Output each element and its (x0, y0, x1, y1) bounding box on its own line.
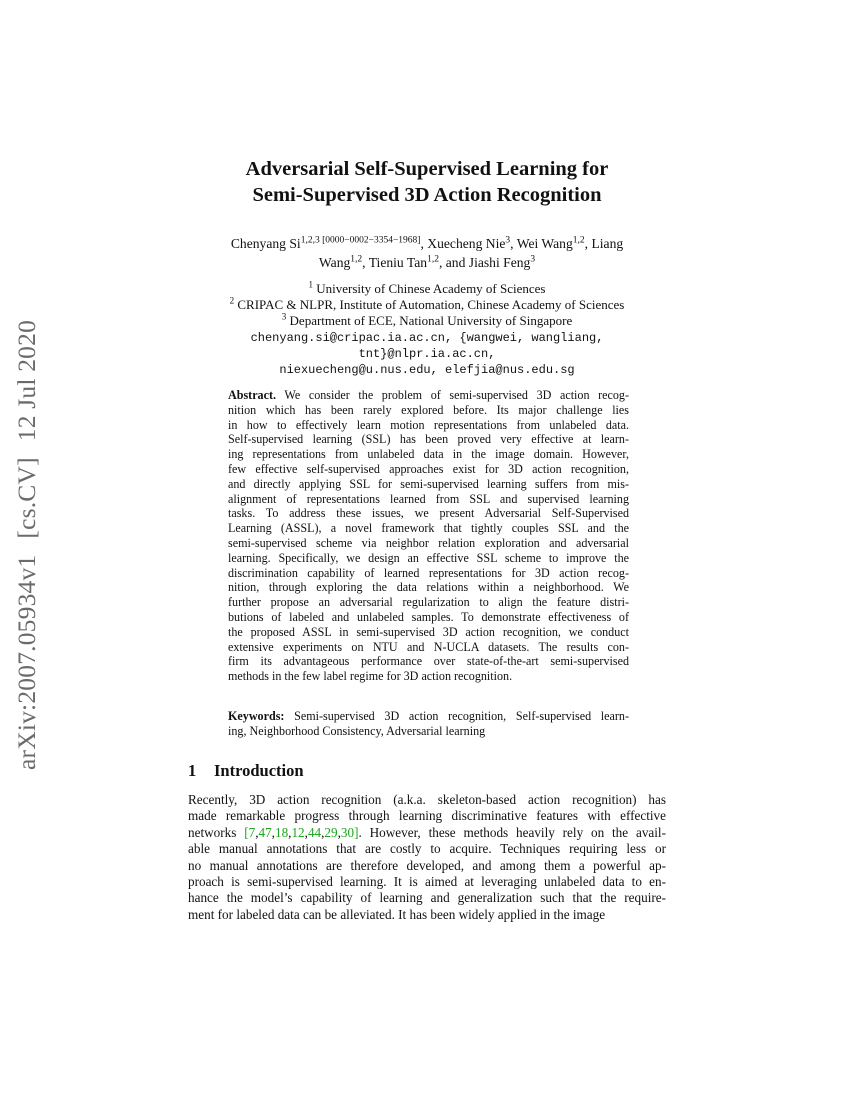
arxiv-category: [cs.CV] (12, 457, 41, 539)
author-affil: 1,2 (572, 235, 585, 246)
affiliation-text: University of Chinese Academy of Sciences (316, 281, 546, 296)
abstract-line: and directly applying SSL for semi-supervised learning suffers from mis- (228, 476, 629, 491)
abstract-line: learning. Specifically, we design an effective SSL scheme to improve the (228, 550, 629, 565)
title-line-1: Adversarial Self-Supervised Learning for (245, 158, 609, 180)
author-affil: 1,2 (350, 254, 363, 265)
citation-link[interactable]: 29 (324, 824, 338, 840)
abstract-line: the proposed ASSL in semi-supervised 3D action recognition, we conduct (228, 624, 629, 639)
author-affil: 3 (530, 254, 536, 265)
paper-title (188, 156, 666, 208)
citation-link[interactable]: 18 (274, 824, 289, 840)
citation-bracket: [ (244, 824, 249, 840)
abstract-line: few effective self-supervised approaches exist for 3D action recognition, (228, 461, 629, 476)
abstract-line: semi-supervised scheme via neighbor relation exploration and adversarial (228, 535, 629, 550)
author-name: , and Jiashi Feng (438, 255, 531, 270)
body-text: networks (188, 824, 245, 840)
affiliation-text: Department of ECE, National University of Singapore (289, 313, 573, 329)
affiliations (188, 281, 666, 378)
citation-link[interactable]: 44 (307, 824, 322, 840)
author-affil: 1,2 (427, 254, 439, 265)
author-line-1 (188, 234, 666, 253)
body-line: networks [7,47,18,12,44,29,30]. However, these methods heavily rely on the avail- (188, 824, 666, 840)
abstract-line: firm its advantageous performance over state-of-the-art semi-supervised (228, 654, 629, 669)
abstract (228, 388, 629, 684)
arxiv-id: arXiv:2007.05934v1 (12, 554, 41, 770)
body-text: . However, these methods heavily rely on the avail- (358, 824, 666, 840)
abstract-line: Self-supervised learning (SSL) has been proved very effective at learn- (228, 432, 629, 447)
body-line: ment for labeled data can be alleviated. It has been widely applied in the image (188, 906, 606, 922)
keywords-line (228, 709, 629, 724)
affiliation-1 (188, 281, 666, 297)
affiliation-marker: 1 (308, 279, 313, 290)
author-list (188, 234, 666, 272)
arxiv-date: 12 Jul 2020 (12, 319, 41, 442)
citation-link[interactable]: 7 (248, 824, 256, 840)
body-line: made remarkable progress through learning discriminative features with effective (188, 808, 666, 824)
affiliation-3 (188, 313, 666, 329)
body-line: proach is semi-supervised learning. It is aimed at leveraging unlabeled data to en- (188, 874, 666, 890)
affiliation-marker: 2 (229, 295, 235, 306)
abstract-line: in how to effectively learn motion representations from unlabeled data. (228, 417, 629, 432)
author-name: Wang (318, 255, 351, 270)
citation-bracket: ] (354, 824, 359, 840)
email-line-1: chenyang.si@cripac.ia.ac.cn, {wangwei, wangliang, tnt}@nlpr.ia.ac.cn, (250, 330, 604, 361)
keywords-text: Semi-supervised 3D action recognition, Self-supervised learn- (284, 709, 629, 723)
section-heading (188, 761, 304, 781)
keywords-label: Keywords: (228, 709, 285, 723)
author-line-2 (188, 253, 666, 272)
citation-link[interactable]: 47 (258, 824, 272, 840)
author-name: , Wei Wang (510, 236, 573, 251)
keywords (228, 709, 629, 739)
affiliation-2 (188, 297, 666, 313)
abstract-line: methods in the few label regime for 3D action recognition. (228, 669, 513, 684)
abstract-line: alignment of representations learned from SSL and supervised learning (228, 491, 629, 506)
abstract-line: further propose an adversarial regularization to align the feature distri- (228, 595, 629, 610)
author-affil: 3 (505, 235, 511, 246)
abstract-line: nition, through exploring the data relations within a neighborhood. We (228, 580, 629, 595)
title-line-2: Semi-Supervised 3D Action Recognition (252, 184, 602, 206)
author-name: , Xuecheng Nie (420, 236, 506, 251)
arxiv-sidebar-stamp (12, 320, 42, 770)
abstract-line: ing representations from unlabeled data in the image domain. However, (228, 447, 629, 462)
citation-link[interactable]: 12 (291, 824, 305, 840)
author-affil-orcid: 1,2,3 [0000−0002−3354−1968] (300, 235, 421, 246)
body-line: hance the model’s capability of learning and generalization such that the require- (188, 890, 666, 906)
body-line: no manual annotations are therefore developed, and among them a powerful ap- (188, 857, 666, 873)
keywords-line: ing, Neighborhood Consistency, Adversarial learning (228, 723, 486, 738)
introduction-body (188, 792, 666, 923)
abstract-line: discrimination capability of learned representations for 3D action recog- (228, 565, 629, 580)
affiliation-text: CRIPAC & NLPR, Institute of Automation, Chinese Academy of Sciences (237, 297, 625, 313)
abstract-line (228, 388, 629, 403)
abstract-line: tasks. To address these issues, we present Adversarial Self-Supervised (228, 506, 629, 521)
author-name: , Liang (584, 236, 624, 251)
email-line-2: niexuecheng@u.nus.edu, elefjia@nus.edu.sg (279, 363, 575, 378)
body-line: able manual annotations that are costly to acquire. Techniques requiring less or (188, 841, 666, 857)
citation-link[interactable]: 30 (340, 824, 355, 840)
section-title: Introduction (214, 761, 304, 780)
abstract-label: Abstract. (228, 388, 277, 402)
author-name: Chenyang Si (230, 236, 301, 251)
abstract-line: nition which has been rarely explored before. Its major challenge lies (228, 402, 629, 417)
abstract-line: extensive experiments on NTU and N-UCLA datasets. The results con- (228, 639, 629, 654)
abstract-text: We consider the problem of semi-supervised 3D action recog- (276, 388, 629, 402)
abstract-line: butions of labeled and unlabeled samples. To demonstrate effectiveness of (228, 609, 629, 624)
section-number: 1 (188, 761, 197, 780)
author-name: , Tieniu Tan (362, 255, 428, 270)
affiliation-marker: 3 (281, 312, 287, 323)
body-line: Recently, 3D action recognition (a.k.a. skeleton-based action recognition) has (188, 792, 666, 807)
abstract-line: Learning (ASSL), a novel framework that tightly couples SSL and the (228, 521, 629, 536)
